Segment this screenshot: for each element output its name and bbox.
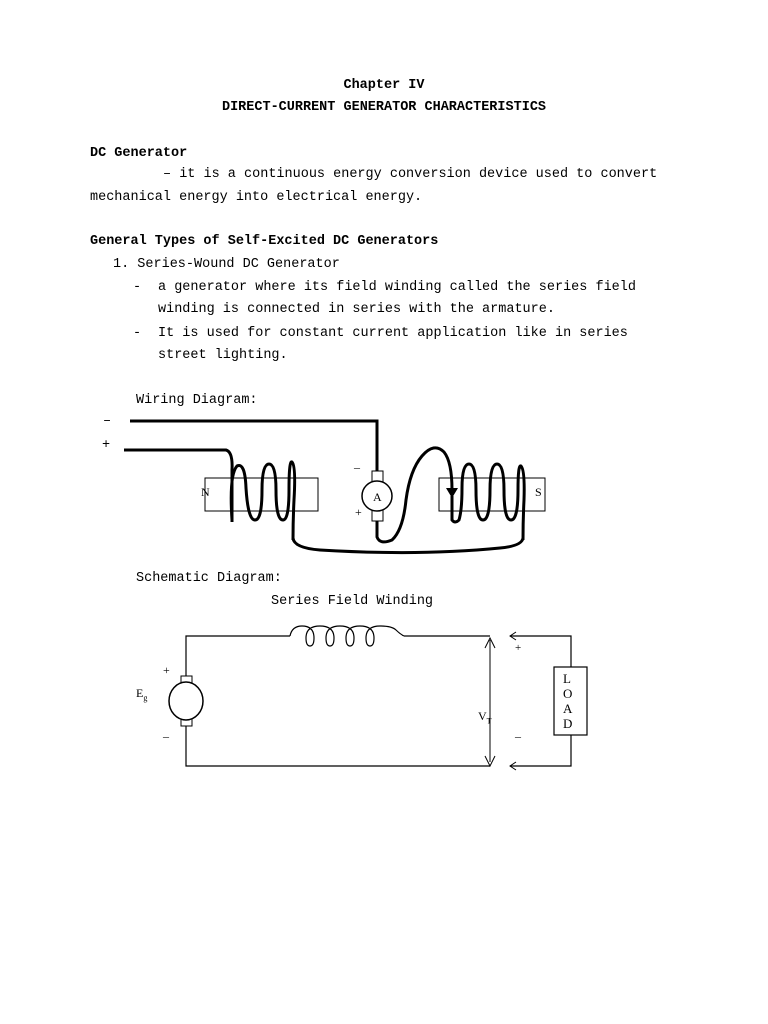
bullet-1-line-2: winding is connected in series with the armature. xyxy=(158,302,555,317)
load-plus-sign: + xyxy=(515,642,522,654)
terminal-voltage-label: $V_T$ xyxy=(478,709,492,726)
load-letter: A xyxy=(563,701,573,716)
load-letter: O xyxy=(563,686,573,701)
load-letter: D xyxy=(563,716,573,731)
series-field-coil xyxy=(290,626,404,646)
bullet-dash: - xyxy=(133,326,142,341)
armature-minus-sign: – xyxy=(354,460,360,474)
bullet-dash: - xyxy=(133,280,142,295)
generator-circle xyxy=(169,682,203,720)
chapter-title: DIRECT-CURRENT GENERATOR CHARACTERISTICS xyxy=(221,100,547,115)
definition-line-2: mechanical energy into electrical energy. xyxy=(90,190,423,205)
wiring-diagram-label: Wiring Diagram: xyxy=(136,393,258,408)
generator-plus-sign: + xyxy=(163,663,170,677)
armature-plus-sign: + xyxy=(355,505,362,519)
bullet-2-line-1: It is used for constant current application like in series xyxy=(158,326,628,341)
load-letter: L xyxy=(563,671,572,686)
pole-label-n: N xyxy=(201,485,210,499)
supply-plus-sign: + xyxy=(102,438,111,453)
bottom-wire xyxy=(186,726,490,766)
list-item-series-wound: 1. Series-Wound DC Generator xyxy=(113,257,340,272)
bullet-1-line-1: a generator where its field winding called the series field xyxy=(158,280,636,295)
section-heading-types: General Types of Self-Excited DC Generators xyxy=(90,234,439,249)
schematic-diagram-label: Schematic Diagram: xyxy=(136,571,282,586)
chapter-heading: Chapter IV xyxy=(343,78,425,93)
generator-minus-sign: – xyxy=(163,729,169,743)
generated-emf-label: $E_g$ xyxy=(136,686,148,703)
definition-line-1: – it is a continuous energy conversion device used to convert xyxy=(163,167,658,182)
pole-label-s: S xyxy=(535,485,542,499)
top-wire-left xyxy=(186,636,290,676)
armature-label: A xyxy=(373,490,382,504)
series-field-winding-label: Series Field Winding xyxy=(271,594,434,609)
bullet-2-line-2: street lighting. xyxy=(158,348,288,363)
section-heading-dc-generator: DC Generator xyxy=(90,146,188,161)
load-minus-sign: – xyxy=(515,729,521,743)
supply-minus-sign: – xyxy=(103,414,112,429)
